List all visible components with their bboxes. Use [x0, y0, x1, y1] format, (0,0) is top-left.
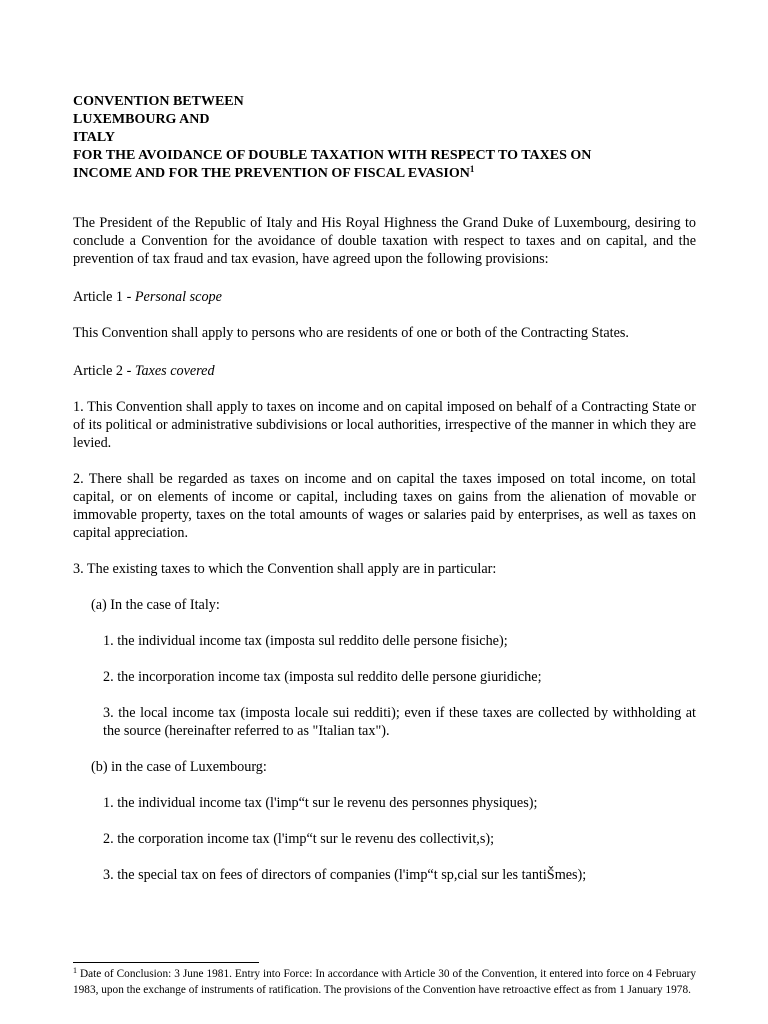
article-2-paragraph-2: 2. There shall be regarded as taxes on income and on capital the taxes imposed on total income, on total capital, or on elements of income or capital, including taxes on gains from the alienation of movable or immovable property, taxes on the total amounts of wages or salaries paid by enterprises, as well as taxes on capital appreciation.: [73, 471, 696, 541]
article-1-title: Personal scope: [134, 289, 222, 305]
italy-heading: (a) In the case of Italy:: [91, 597, 220, 613]
title-line-5: [73, 165, 696, 183]
title-line-5-text: INCOME AND FOR THE PREVENTION OF FISCAL EVASION: [73, 166, 470, 181]
title-line-2: LUXEMBOURG AND: [73, 112, 210, 127]
footnote-marker: 1: [73, 966, 77, 975]
document-page: [73, 93, 696, 884]
footnote-separator: [73, 962, 259, 963]
title-line-3: ITALY: [73, 130, 116, 145]
title-footnote-ref[interactable]: 1: [469, 164, 475, 174]
article-1-label: Article 1 -: [73, 289, 135, 305]
article-2-paragraph-3: 3. The existing taxes to which the Convention shall apply are in particular:: [73, 561, 497, 577]
luxembourg-item-1: 1. the individual income tax (l'imp“t sur le revenu des personnes physiques);: [103, 795, 538, 811]
luxembourg-heading: (b) in the case of Luxembourg:: [91, 759, 267, 775]
footnote: [73, 966, 696, 998]
preamble: The President of the Republic of Italy and His Royal Highness the Grand Duke of Luxembourg, desiring to conclude a Convention for the avoidance of double taxation with respect to taxes and on capital, and the prevention of tax fraud and tax evasion, have agreed upon the following provisions:: [73, 215, 696, 267]
italy-item-2: 2. the incorporation income tax (imposta sul reddito delle persone giuridiche;: [103, 669, 542, 685]
article-2-title: Taxes covered: [134, 363, 215, 379]
title-line-4: FOR THE AVOIDANCE OF DOUBLE TAXATION WITH RESPECT TO TAXES ON: [73, 148, 592, 163]
article-1-heading: [73, 288, 696, 306]
article-1-text: This Convention shall apply to persons who are residents of one or both of the Contracting States.: [73, 325, 629, 341]
title-line-1: CONVENTION BETWEEN: [73, 94, 244, 109]
luxembourg-item-3: 3. the special tax on fees of directors of companies (l'imp“t sp,cial sur les tantiŠmes);: [103, 867, 587, 883]
italy-item-3: 3. the local income tax (imposta locale sui redditi); even if these taxes are collected by withholding at the source (hereinafter referred to as "Italian tax").: [103, 705, 696, 739]
article-2-heading: [73, 362, 696, 380]
luxembourg-item-2: 2. the corporation income tax (l'imp“t sur le revenu des collectivit,s);: [103, 831, 495, 847]
document-title: [73, 93, 696, 183]
article-2-label: Article 2 -: [73, 363, 135, 379]
footnote-text: Date of Conclusion: 3 June 1981. Entry into Force: In accordance with Article 30 of the Convention, it entered into force on 4 February 1983, upon the exchange of instruments of ratification. The provisions of the Convention have retroactive effect as from 1 January 1978.: [73, 968, 696, 996]
article-2-paragraph-1: 1. This Convention shall apply to taxes on income and on capital imposed on behalf of a Contracting State or of its political or administrative subdivisions or local authorities, irrespective of the manner in which they are levied.: [73, 399, 696, 451]
italy-item-1: 1. the individual income tax (imposta sul reddito delle persone fisiche);: [103, 633, 508, 649]
